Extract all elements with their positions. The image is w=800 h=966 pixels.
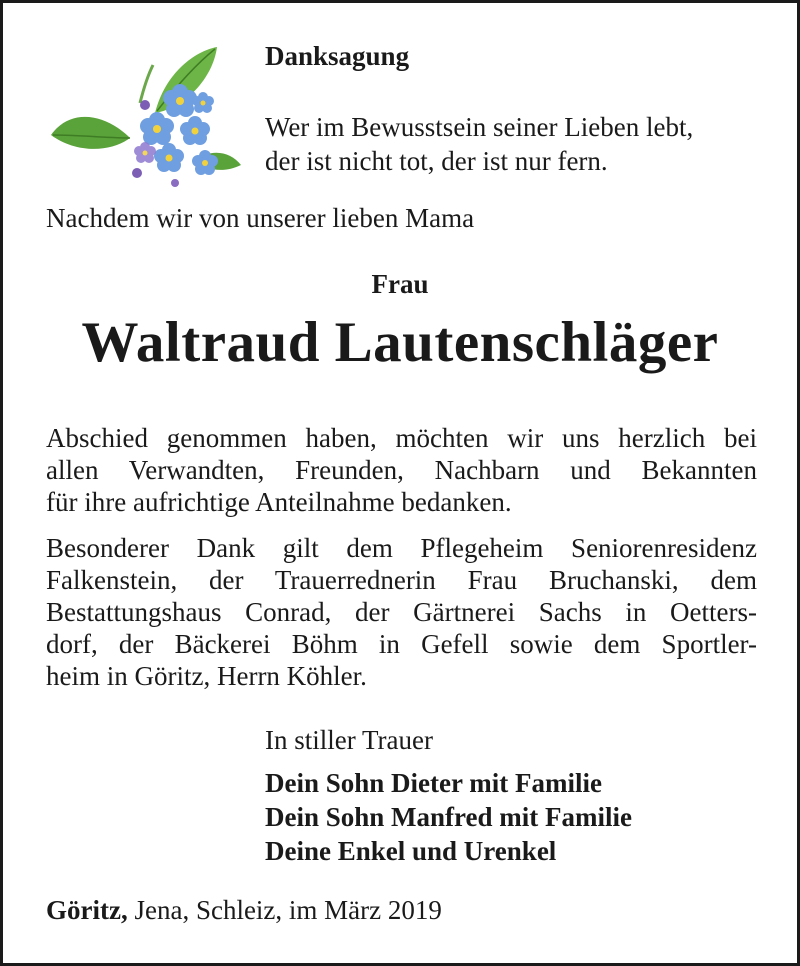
paragraph-line: Abschied genommen haben, möchten wir uns herzlich bei	[46, 423, 757, 453]
quote	[265, 110, 693, 178]
signer: Dein Sohn Manfred mit Familie	[265, 802, 632, 832]
thanks-paragraph	[46, 422, 757, 518]
mourning-line: In stiller Trauer	[265, 725, 433, 755]
special-thanks-paragraph	[46, 532, 757, 692]
quote-line: Wer im Bewusstsein seiner Lieben lebt,	[265, 112, 694, 142]
quote-line: der ist nicht tot, der ist nur fern.	[265, 146, 608, 176]
paragraph-line: Besonderer Dank gilt dem Pflegeheim Seniorenresidenz	[46, 533, 757, 563]
place-rest: Jena, Schleiz, im März 2019	[127, 895, 442, 925]
paragraph-line: für ihre aufrichtige Anteilnahme bedanken.	[46, 487, 512, 517]
title-heading: Danksagung	[265, 41, 410, 71]
paragraph-line: heim in Göritz, Herrn Köhler.	[46, 661, 367, 691]
signer: Dein Sohn Dieter mit Familie	[265, 768, 602, 798]
paragraph-line: allen Verwandten, Freunden, Nachbarn und Bekannten	[46, 455, 757, 485]
intro-text: Nachdem wir von unserer lieben Mama	[46, 203, 475, 233]
forget-me-not-icon	[45, 43, 245, 193]
place-date	[46, 895, 442, 926]
paragraph-line: Falkenstein, der Trauerrednerin Frau Bruchanski, dem	[46, 565, 757, 595]
paragraph-line: dorf, der Bäckerei Böhm in Gefell sowie dem Sportler-	[46, 629, 757, 659]
signers	[265, 766, 632, 868]
place-town: Göritz,	[46, 895, 128, 925]
signer: Deine Enkel und Urenkel	[265, 836, 557, 866]
salutation: Frau	[371, 269, 429, 299]
deceased-name: Waltraud Lautenschläger	[81, 311, 719, 374]
paragraph-line: Bestattungshaus Conrad, der Gärtnerei Sachs in Oetters-	[46, 597, 757, 627]
